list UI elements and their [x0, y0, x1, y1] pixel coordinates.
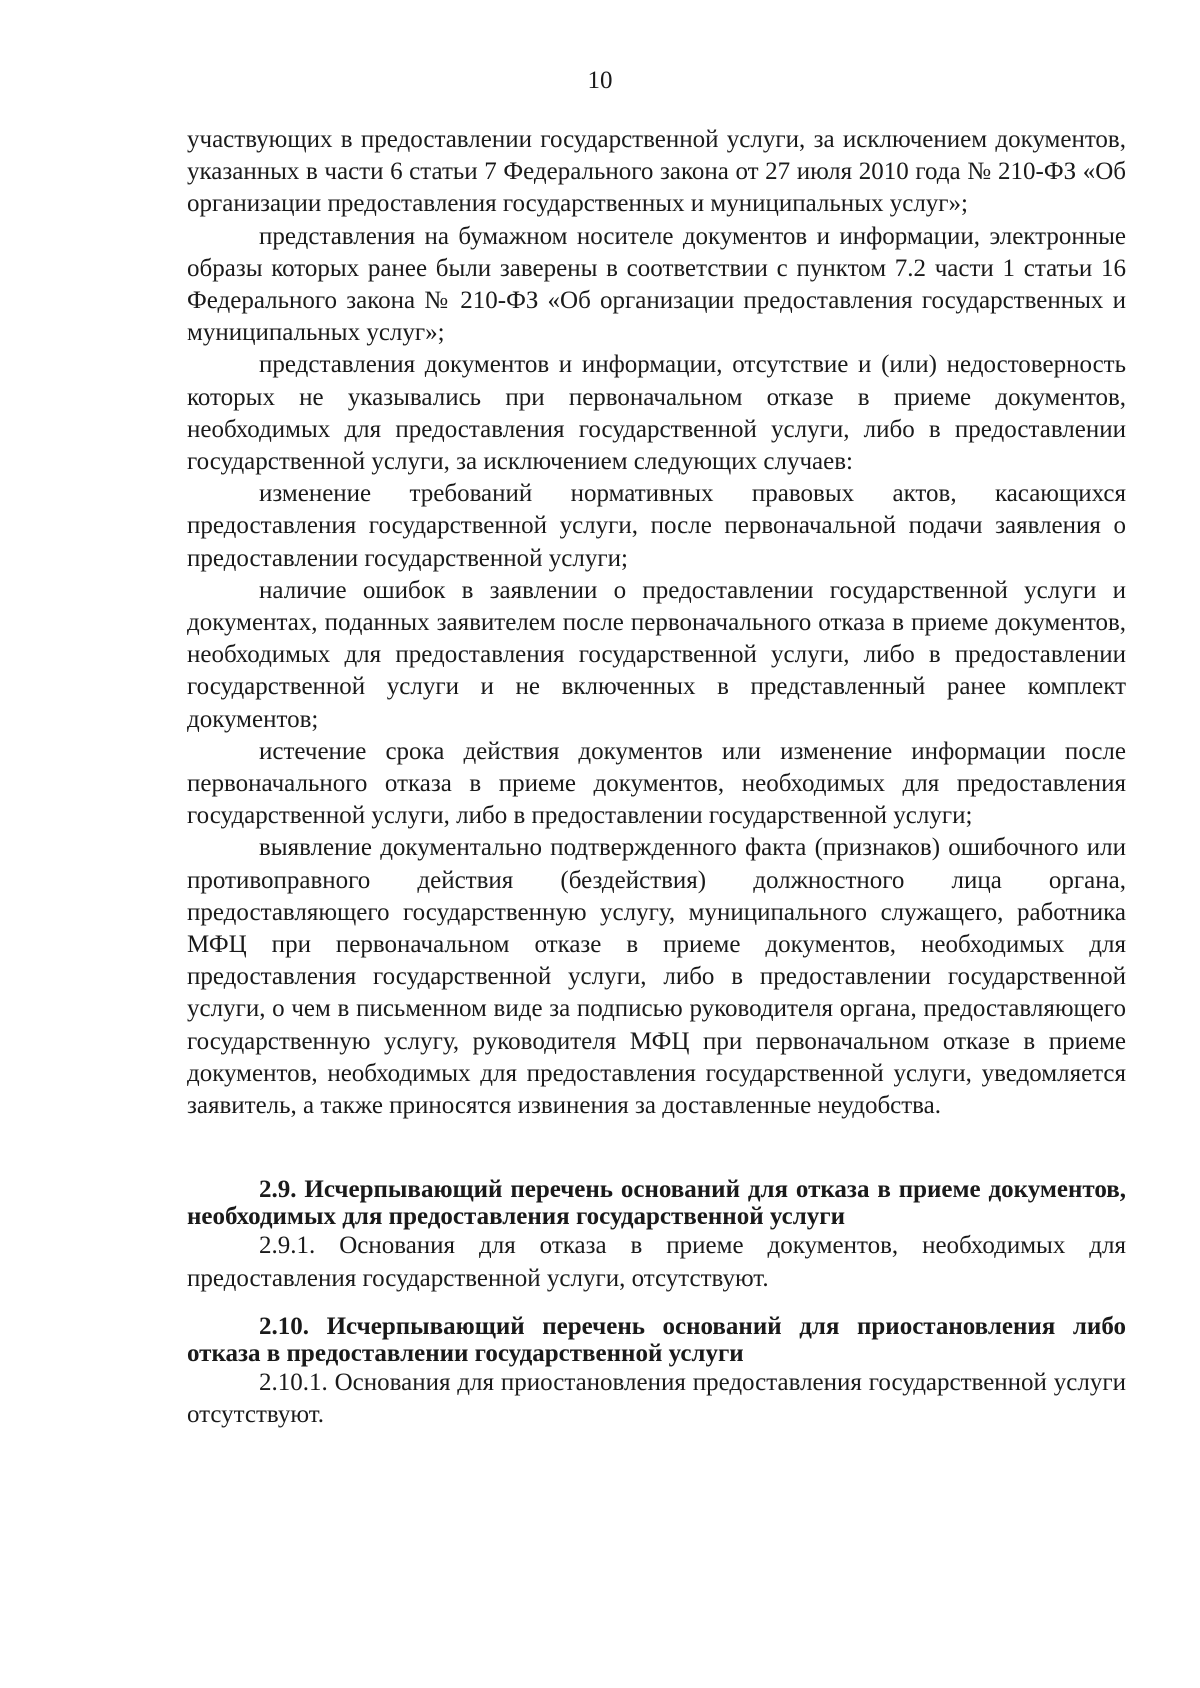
paragraph-documents-expiry: истечение срока действия документов или изменение информации после первоначального отказа в приеме документов, необходимых для предоставления государственной услуги, либо в предоставлении государственной услуги;	[187, 737, 1126, 830]
section-2-10-heading: 2.10. Исчерпывающий перечень оснований для приостановления либо отказа в предоставлении государственной услуги	[187, 1312, 1126, 1367]
paragraph-errors-in-application: наличие ошибок в заявлении о предоставлении государственной услуги и документах, поданных заявителем после первоначального отказа в приеме документов, необходимых для предоставления государственной услуги, либо в предоставлении государственной услуги и не включенных в представленный ранее комплект документов;	[187, 576, 1126, 733]
section-spacer	[187, 1295, 1126, 1313]
section-2-9-heading: 2.9. Исчерпывающий перечень оснований для отказа в приеме документов, необходимых для предоставления государственной услуги	[187, 1176, 1126, 1231]
page-number: 10	[587, 67, 613, 94]
paragraph-missing-documents: представления документов и информации, отсутствие и (или) недостоверность которых не указывались при первоначальном отказе в приеме документов, необходимых для предоставления государственной услуги, либо в предоставлении государственной услуги, за исключением следующих случаев:	[187, 351, 1126, 476]
section-spacer	[187, 1122, 1126, 1176]
paragraph-paper-documents: представления на бумажном носителе документов и информации, электронные образы которых ранее были заверены в соответствии с пунктом 7.2 части 1 статьи 16 Федерального закона № 210-ФЗ «Об организации предоставления государственных и муниципальных услуг»;	[187, 222, 1126, 347]
paragraph-continuation: участвующих в предоставлении государственной услуги, за исключением документов, указанных в части 6 статьи 7 Федерального закона от 27 июля 2010 года № 210-ФЗ «Об организации предоставления государственных и муниципальных услуг»;	[187, 126, 1126, 218]
section-2-10-text: 2.10.1. Основания для приостановления предоставления государственной услуги отсутствуют.	[187, 1368, 1126, 1428]
paragraph-requirements-change: изменение требований нормативных правовых актов, касающихся предоставления государственной услуги, после первоначальной подачи заявления о предоставлении государственной услуги;	[187, 480, 1126, 572]
document-body	[187, 124, 1126, 1431]
section-2-9-text: 2.9.1. Основания для отказа в приеме документов, необходимых для предоставления государственной услуги, отсутствуют.	[187, 1232, 1126, 1292]
paragraph-erroneous-action: выявление документально подтвержденного факта (признаков) ошибочного или противоправного действия (бездействия) должностного лица органа, предоставляющего государственную услугу, муниципального служащего, работника МФЦ при первоначальном отказе в приеме документов, необходимых для предоставления государственной услуги, либо в предоставлении государственной услуги, о чем в письменном виде за подписью руководителя органа, предоставляющего государственную услугу, руководителя МФЦ при первоначальном отказе в приеме документов, необходимых для предоставления государственной услуги, уведомляется заявитель, а также приносятся извинения за доставленные неудобства.	[187, 834, 1126, 1120]
